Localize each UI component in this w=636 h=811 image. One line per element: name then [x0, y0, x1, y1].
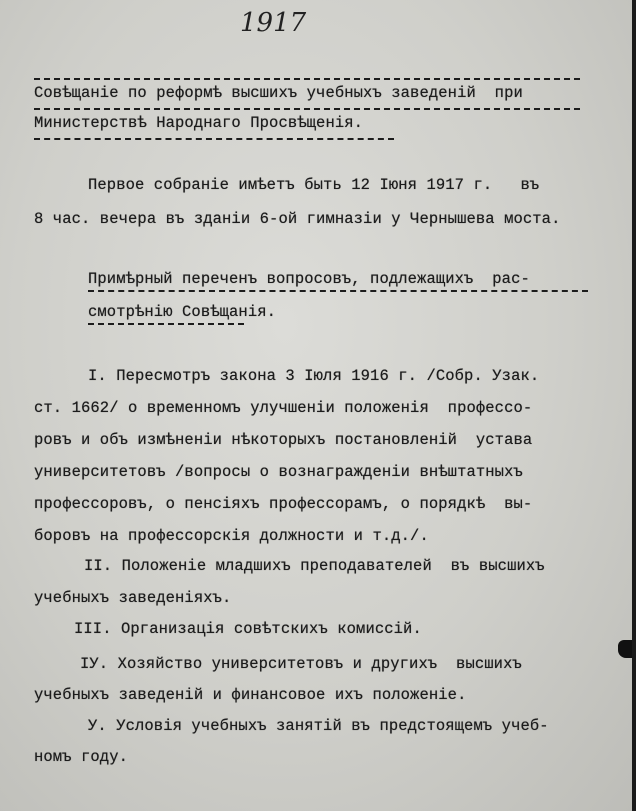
item-3-line-1: III. Организацiя совѣтскихъ комиссiй. — [74, 620, 422, 638]
item-2-line-2: учебныхъ заведенiяхъ. — [34, 589, 232, 607]
heading-top-rule — [34, 78, 580, 80]
meeting-line-1: Первое собранiе имѣетъ быть 12 Iюня 1917 г. въ — [88, 176, 540, 194]
item-1-line-5: профессоровъ, о пенсiяхъ профессорамъ, о порядкѣ вы- — [34, 495, 533, 513]
item-1-line-4: университетовъ /вопросы о вознагражденiи внѣштатныхъ — [34, 463, 523, 481]
item-2-line-1: II. Положенiе младшихъ преподавателей въ высшихъ — [84, 557, 545, 575]
heading-line-1: Совѣщанiе по реформѣ высшихъ учебныхъ заведенiй при — [34, 84, 523, 102]
heading-bottom-rule — [34, 138, 394, 140]
item-4-line-2: учебныхъ заведенiй и финансовое ихъ положенiе. — [34, 686, 467, 704]
handwritten-year: 1917 — [240, 8, 307, 38]
item-1-line-3: ровъ и объ измѣненiи нѣкоторыхъ постановленiй устава — [34, 431, 533, 449]
item-1-line-6: боровъ на профессорскiя должности и т.д./. — [34, 527, 429, 545]
item-1-line-2: ст. 1662/ о временномъ улучшенiи положенiя профессо- — [34, 399, 533, 417]
item-4-line-1: IУ. Хозяйство университетовъ и другихъ высшихъ — [80, 655, 522, 673]
list-title-line-1: Примѣрный переченъ вопросовъ, подлежащихъ рас- — [88, 270, 530, 288]
list-title-line-2: смотрѣнiю Совѣщанiя. — [88, 303, 277, 321]
item-1-line-1: I. Пересмотръ закона 3 Iюля 1916 г. /Собр. Узак. — [88, 367, 540, 385]
heading-line-2: Министерствѣ Народнаго Просвѣщенiя. — [34, 114, 364, 132]
item-5-line-1: У. Условiя учебныхъ занятiй въ предстоящемъ учеб- — [88, 717, 549, 735]
heading-mid-rule — [34, 108, 580, 110]
list-title-rule-2 — [88, 323, 244, 325]
list-title-rule-1 — [88, 290, 588, 292]
edge-ink-mark — [618, 640, 632, 658]
meeting-line-2: 8 час. вечера въ зданiи 6-ой гимназiи у Чернышева моста. — [34, 210, 561, 228]
item-5-line-2: номъ году. — [34, 748, 129, 766]
